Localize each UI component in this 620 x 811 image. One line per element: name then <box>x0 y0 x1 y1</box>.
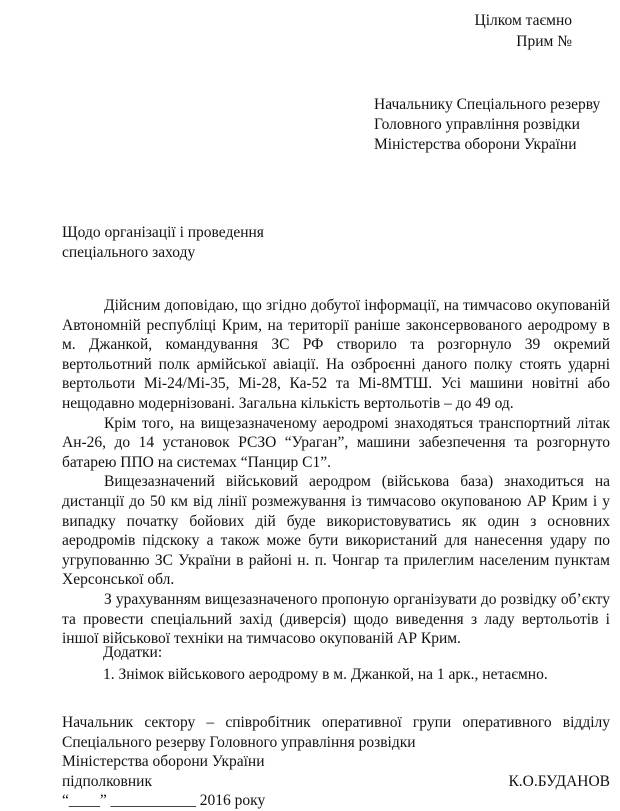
signer-rank-row <box>62 772 610 792</box>
subject-line-2: спеціального заходу <box>62 244 196 261</box>
body-paragraph-3: Вищезазначений військовий аеродром (військова база) знаходиться на дистанції до 50 км від лінії розмежування із тимчасово окупованою АР Крим і у випадку початку бойових дій буде використовуватись як один з основних аеродромів підскоку а також може бути використаний для нанесення удару по угрупованню ЗС України в районі н. п. Чонгар та прилеглим населеним пунктам Херсонської обл. <box>62 473 610 589</box>
signer-rank: підполковник <box>62 772 152 790</box>
attachments-block <box>103 643 548 685</box>
classification-block <box>475 10 572 52</box>
subject-block <box>62 223 264 263</box>
addressee-line-3: Міністерства оборони України <box>374 136 577 153</box>
addressee-line-2: Головного управління розвідки <box>374 116 580 133</box>
addressee-block <box>374 95 600 155</box>
attachments-heading: Додатки: <box>103 644 163 661</box>
attachment-item: 1. Знімок військового аеродрому в м. Джанкой, на 1 арк., нетаємно. <box>103 666 548 683</box>
secrecy-label: Цілком таємно <box>474 12 572 29</box>
copy-number-label: Прим № <box>516 33 572 50</box>
report-body <box>62 296 610 649</box>
signer-position-line-3: Міністерства оборони України <box>62 753 265 771</box>
body-paragraph-4: З урахуванням вищезазначеного пропоную організувати до розвідку об’єкту та провести спеціальний захід (диверсія) щодо виведення з ладу вертольотів і іншої військової техніки на тимчасово окупованій АР Крим. <box>62 590 610 648</box>
document-date: “____” ___________ 2016 року <box>62 792 266 810</box>
body-paragraph-1: Дійсним доповідаю, що згідно добутої інформації, на тимчасово окупованій Автономній республіці Крим, на території раніше законсервованого аеродрому в м. Джанкой, командування ЗС РФ створило та розгорнуло 39 окремий вертольотний полк армійської авіації. На озброєнні даного полку стоять ударні вертольоти Мі-24/Мі-35, Мі-28, Ка-52 та Мі-8МТШ. Усі машини новітні або нещодавно модернізовані. Загальна кількість вертольотів – до 49 од. <box>62 297 610 412</box>
subject-line-1: Щодо організації і проведення <box>62 224 264 241</box>
signature-block <box>62 713 610 811</box>
signer-position-line-1: Начальник сектору – співробітник оперативної групи оперативного відділу <box>62 714 610 731</box>
addressee-line-1: Начальнику Спеціального резерву <box>374 96 601 113</box>
signer-name: К.О.БУДАНОВ <box>508 772 610 790</box>
signer-position-line-2: Спеціального резерву Головного управління розвідки <box>62 733 416 751</box>
body-paragraph-2: Крім того, на вищезазначеному аеродромі знаходяться транспортний літак Ан-26, до 14 установок РСЗО “Ураган”, машини забезпечення та розгорнуто батарею ППО на системах “Панцир С1”. <box>62 414 610 471</box>
